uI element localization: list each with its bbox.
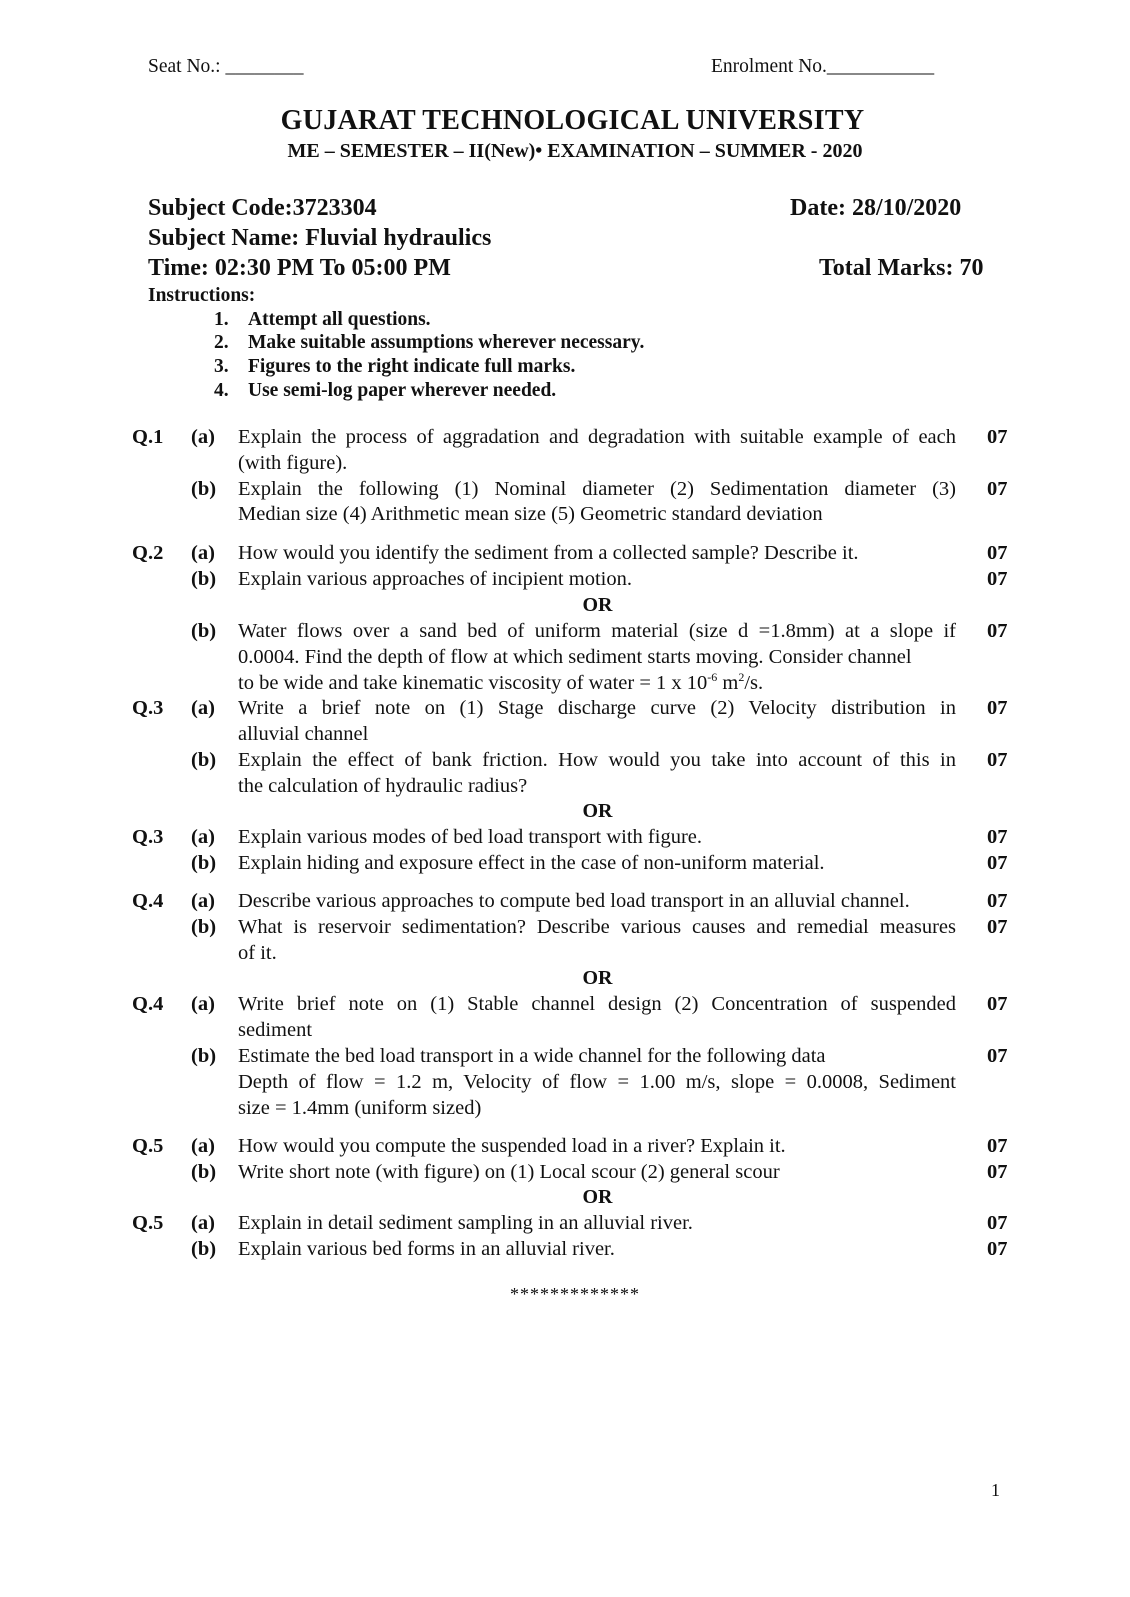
question-text: Explain various approaches of incipient motion. [238, 568, 632, 590]
question-part: (b) [191, 749, 217, 771]
question-text: Explain the process of aggradation and degradation with suitable example of each [238, 426, 956, 448]
question-row [0, 852, 1130, 878]
question-row [0, 646, 1130, 672]
question-text: What is reservoir sedimentation? Describe various causes and remedial measures [238, 916, 956, 938]
instruction-number: 1. [214, 309, 229, 330]
question-marks: 07 [987, 568, 1008, 590]
question-marks: 07 [987, 890, 1008, 912]
question-text: sediment [238, 1019, 313, 1041]
exponent: 2 [738, 670, 745, 685]
question-row [0, 620, 1130, 646]
seat-number-field: Seat No.: ________ [148, 56, 304, 77]
instruction-number: 3. [214, 356, 229, 377]
enrolment-number-field: Enrolment No.___________ [711, 56, 935, 77]
question-marks: 07 [987, 826, 1008, 848]
question-text [238, 672, 763, 695]
question-text: Median size (4) Arithmetic mean size (5) Geometric standard deviation [238, 503, 823, 525]
question-text: Describe various approaches to compute bed load transport in an alluvial channel. [238, 890, 910, 912]
question-row [0, 723, 1130, 749]
question-number: Q.3 [132, 826, 164, 848]
question-part: (a) [191, 542, 215, 564]
question-row [0, 826, 1130, 852]
question-marks: 07 [987, 1238, 1008, 1260]
question-row [0, 1212, 1130, 1238]
question-text: How would you identify the sediment from a collected sample? Describe it. [238, 542, 859, 564]
question-row [0, 478, 1130, 504]
subject-name: Subject Name: Fluvial hydraulics [148, 225, 492, 251]
instruction-item: Attempt all questions. [248, 309, 431, 330]
question-text: of it. [238, 942, 277, 964]
question-text-part: /s. [744, 672, 764, 694]
question-part: (b) [191, 916, 217, 938]
question-part: (a) [191, 1212, 215, 1234]
question-part: (a) [191, 993, 215, 1015]
question-row [0, 672, 1130, 698]
question-marks: 07 [987, 478, 1008, 500]
question-number: Q.2 [132, 542, 164, 564]
question-row [0, 775, 1130, 801]
question-marks: 07 [987, 749, 1008, 771]
question-row [0, 452, 1130, 478]
question-text: alluvial channel [238, 723, 369, 745]
question-row [0, 426, 1130, 452]
question-text: Depth of flow = 1.2 m, Velocity of flow = 1.00 m/s, slope = 0.0008, Sediment [238, 1071, 956, 1093]
question-row [0, 1238, 1130, 1264]
question-text: Explain the effect of bank friction. How would you take into account of this in [238, 749, 956, 771]
question-row [0, 1071, 1130, 1097]
question-marks: 07 [987, 1161, 1008, 1183]
question-marks: 07 [987, 916, 1008, 938]
question-part: (b) [191, 852, 217, 874]
question-number: Q.4 [132, 993, 164, 1015]
university-title: GUJARAT TECHNOLOGICAL UNIVERSITY [280, 105, 865, 136]
question-part: (b) [191, 1045, 217, 1067]
question-marks: 07 [987, 426, 1008, 448]
question-text: size = 1.4mm (uniform sized) [238, 1097, 482, 1119]
exam-time: Time: 02:30 PM To 05:00 PM [148, 255, 451, 281]
question-text: Estimate the bed load transport in a wide channel for the following data [238, 1045, 826, 1067]
question-part: (b) [191, 620, 217, 642]
question-row [0, 697, 1130, 723]
question-text-part: m [717, 672, 739, 694]
question-row [0, 890, 1130, 916]
question-marks: 07 [987, 1045, 1008, 1067]
instructions-title: Instructions: [148, 285, 256, 306]
question-row [0, 1097, 1130, 1123]
question-text: Explain hiding and exposure effect in the case of non-uniform material. [238, 852, 825, 874]
question-part: (a) [191, 697, 215, 719]
instruction-number: 2. [214, 332, 229, 353]
question-row [0, 1019, 1130, 1045]
exam-title: ME – SEMESTER – II(New)• EXAMINATION – SUMMER - 2020 [287, 140, 863, 162]
question-part: (a) [191, 426, 215, 448]
exponent: -6 [707, 670, 718, 685]
question-text-part: to be wide and take kinematic viscosity of water = 1 x 10 [238, 672, 708, 694]
question-text: Write a brief note on (1) Stage discharge curve (2) Velocity distribution in [238, 697, 956, 719]
question-marks: 07 [987, 852, 1008, 874]
instruction-item: Figures to the right indicate full marks. [248, 356, 576, 377]
question-number: Q.3 [132, 697, 164, 719]
question-text: the calculation of hydraulic radius? [238, 775, 528, 797]
question-text: 0.0004. Find the depth of flow at which sediment starts moving. Consider channel [238, 646, 912, 668]
question-row [0, 1135, 1130, 1161]
subject-code: Subject Code:3723304 [148, 195, 377, 221]
question-text: Write brief note on (1) Stable channel design (2) Concentration of suspended [238, 993, 956, 1015]
question-number: Q.1 [132, 426, 164, 448]
question-marks: 07 [987, 542, 1008, 564]
end-of-paper-stars: ************* [510, 1284, 640, 1304]
question-number: Q.5 [132, 1135, 164, 1157]
or-separator: OR [582, 1186, 613, 1208]
question-row [0, 942, 1130, 968]
question-marks: 07 [987, 993, 1008, 1015]
question-text: Explain the following (1) Nominal diameter (2) Sedimentation diameter (3) [238, 478, 956, 500]
question-part: (a) [191, 826, 215, 848]
question-row [0, 542, 1130, 568]
question-row [0, 749, 1130, 775]
question-part: (b) [191, 568, 217, 590]
question-text: Write short note (with figure) on (1) Local scour (2) general scour [238, 1161, 780, 1183]
instruction-item: Make suitable assumptions wherever necessary. [248, 332, 645, 353]
or-separator: OR [582, 594, 613, 616]
page-number: 1 [991, 1480, 1000, 1500]
question-part: (b) [191, 478, 217, 500]
question-part: (b) [191, 1238, 217, 1260]
question-part: (a) [191, 890, 215, 912]
question-row [0, 1161, 1130, 1187]
question-part: (b) [191, 1161, 217, 1183]
instruction-number: 4. [214, 380, 229, 401]
question-text: Explain in detail sediment sampling in an alluvial river. [238, 1212, 693, 1234]
question-row [0, 568, 1130, 594]
question-marks: 07 [987, 697, 1008, 719]
total-marks: Total Marks: 70 [819, 255, 984, 281]
question-part: (a) [191, 1135, 215, 1157]
or-separator: OR [582, 800, 613, 822]
exam-date: Date: 28/10/2020 [790, 195, 962, 221]
question-row [0, 993, 1130, 1019]
question-marks: 07 [987, 1212, 1008, 1234]
question-marks: 07 [987, 620, 1008, 642]
question-marks: 07 [987, 1135, 1008, 1157]
question-row [0, 503, 1130, 529]
instruction-item: Use semi-log paper wherever needed. [248, 380, 557, 401]
question-row [0, 1045, 1130, 1071]
question-text: (with figure). [238, 452, 348, 474]
question-text: Explain various bed forms in an alluvial river. [238, 1238, 615, 1260]
question-text: Water flows over a sand bed of uniform material (size d =1.8mm) at a slope if [238, 620, 956, 642]
question-text: How would you compute the suspended load in a river? Explain it. [238, 1135, 786, 1157]
question-row [0, 916, 1130, 942]
question-text: Explain various modes of bed load transport with figure. [238, 826, 702, 848]
or-separator: OR [582, 967, 613, 989]
question-number: Q.4 [132, 890, 164, 912]
question-number: Q.5 [132, 1212, 164, 1234]
